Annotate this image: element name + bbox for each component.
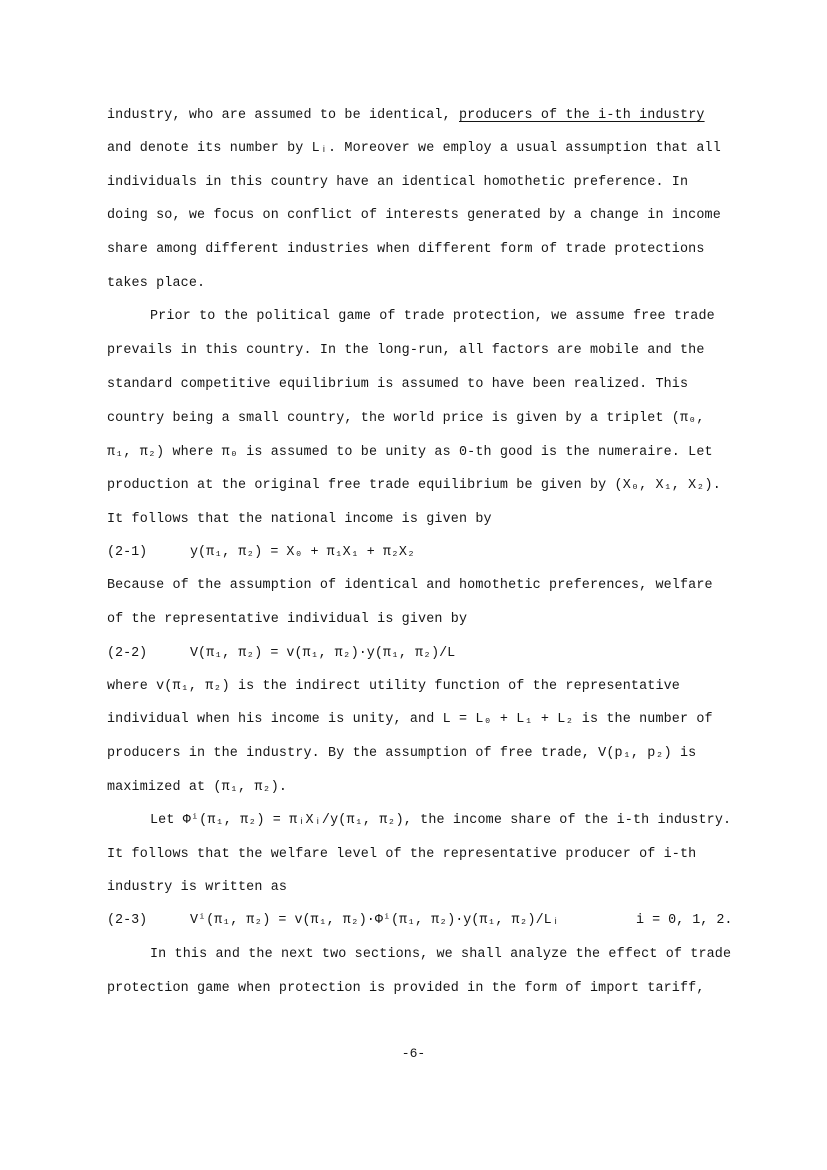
text-line	[107, 107, 705, 125]
equation-condition: i = 0, 1, 2.	[636, 913, 733, 928]
paragraph-first-line: In this and the next two sections, we shall analyze the effect of trade	[150, 947, 732, 962]
text-segment: industry, who are assumed to be identical,	[107, 108, 459, 123]
equation-label: (2-1)	[107, 545, 148, 560]
paragraph-first-line: Let Φⁱ(π₁, π₂) = πᵢXᵢ/y(π₁, π₂), the income share of the i-th industry.	[150, 813, 732, 828]
text-line: and denote its number by Lᵢ. Moreover we employ a usual assumption that all	[107, 141, 721, 156]
text-line: of the representative individual is given by	[107, 612, 468, 627]
text-line: protection game when protection is provided in the form of import tariff,	[107, 981, 705, 996]
text-line: π₁, π₂) where π₀ is assumed to be unity as 0-th good is the numeraire. Let	[107, 445, 713, 460]
text-line: Because of the assumption of identical and homothetic preferences, welfare	[107, 578, 713, 593]
text-line: standard competitive equilibrium is assumed to have been realized. This	[107, 377, 689, 392]
text-line: takes place.	[107, 276, 206, 291]
text-line: share among different industries when different form of trade protections	[107, 242, 705, 257]
text-line: individuals in this country have an identical homothetic preference. In	[107, 175, 689, 190]
text-line: It follows that the national income is given by	[107, 512, 492, 527]
equation: y(π₁, π₂) = X₀ + π₁X₁ + π₂X₂	[190, 545, 415, 560]
text-line: doing so, we focus on conflict of interests generated by a change in income	[107, 208, 721, 223]
equation: Vⁱ(π₁, π₂) = v(π₁, π₂)·Φⁱ(π₁, π₂)·y(π₁, π₂)/Lᵢ	[190, 913, 560, 928]
text-line: It follows that the welfare level of the representative producer of i-th	[107, 847, 697, 862]
text-line: industry is written as	[107, 880, 288, 895]
underlined-phrase: producers of the i-th industry	[459, 108, 705, 123]
text-line: production at the original free trade equilibrium be given by (X₀, X₁, X₂).	[107, 478, 721, 493]
paragraph-first-line: Prior to the political game of trade protection, we assume free trade	[150, 309, 715, 324]
text-line: prevails in this country. In the long-run, all factors are mobile and the	[107, 343, 705, 358]
page-number: -6-	[401, 1046, 426, 1061]
text-line: country being a small country, the world price is given by a triplet (π₀,	[107, 411, 705, 426]
text-line: where v(π₁, π₂) is the indirect utility function of the representative	[107, 679, 680, 694]
text-line: producers in the industry. By the assumption of free trade, V(p₁, p₂) is	[107, 746, 697, 761]
equation-label: (2-3)	[107, 913, 148, 928]
text-line: maximized at (π₁, π₂).	[107, 780, 288, 795]
text-line: individual when his income is unity, and L = L₀ + L₁ + L₂ is the number of	[107, 712, 713, 727]
equation-label: (2-2)	[107, 646, 148, 661]
equation: V(π₁, π₂) = v(π₁, π₂)·y(π₁, π₂)/L	[190, 646, 456, 661]
